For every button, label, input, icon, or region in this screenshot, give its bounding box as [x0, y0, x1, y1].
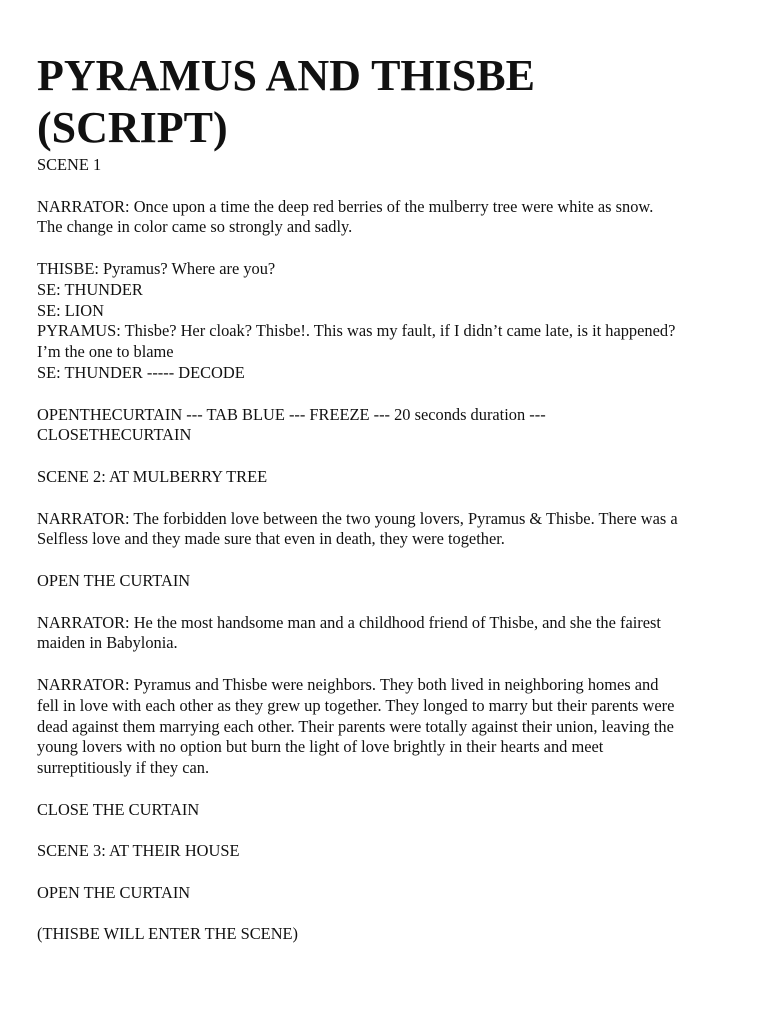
- scene-heading: SCENE 1: [37, 155, 102, 174]
- document-page: [37, 50, 737, 945]
- script-line: maiden in Babylonia.: [37, 633, 178, 653]
- blank-line: [37, 779, 737, 800]
- blank-line: [37, 862, 737, 883]
- script-line: surreptitiously if they can.: [37, 758, 210, 778]
- script-line: NARRATOR: He the most handsome man and a childhood friend of Thisbe, and she the fairest: [37, 612, 661, 632]
- title-line: (SCRIPT): [37, 103, 228, 152]
- blank-line: [37, 592, 737, 613]
- script-line: OPEN THE CURTAIN: [37, 570, 191, 590]
- blank-line: [37, 384, 737, 405]
- blank-line: [37, 446, 737, 467]
- script-line: CLOSETHECURTAIN: [37, 425, 192, 445]
- script-line: SE: THUNDER: [37, 279, 143, 299]
- script-line: Selfless love and they made sure that even in death, they were together.: [37, 529, 505, 549]
- blank-line: [37, 821, 737, 842]
- blank-line: [37, 904, 737, 925]
- script-line: dead against them marrying each other. Their parents were totally against their union, leaving the: [37, 716, 674, 736]
- script-line: NARRATOR: Pyramus and Thisbe were neighbors. They both lived in neighboring homes and: [37, 674, 659, 694]
- blank-line: [37, 654, 737, 675]
- script-line: SE: LION: [37, 300, 104, 320]
- script-line: PYRAMUS: Thisbe? Her cloak? Thisbe!. This was my fault, if I didn’t came late, is it happened?: [37, 321, 676, 341]
- blank-line: [37, 550, 737, 571]
- scene-heading: SCENE 2: AT MULBERRY TREE: [37, 466, 268, 486]
- script-line: THISBE: Pyramus? Where are you?: [37, 258, 276, 278]
- blank-line: [37, 176, 737, 197]
- script-body: [37, 155, 737, 945]
- script-line: SE: THUNDER ----- DECODE: [37, 362, 245, 382]
- script-line: NARRATOR: The forbidden love between the two young lovers, Pyramus & Thisbe. There was a: [37, 508, 678, 528]
- blank-line: [37, 238, 737, 259]
- script-line: CLOSE THE CURTAIN: [37, 799, 200, 819]
- document-title: [37, 50, 737, 154]
- script-line: fell in love with each other as they grew up together. They longed to marry but their parents were: [37, 695, 675, 715]
- script-line: I’m the one to blame: [37, 342, 174, 362]
- script-line: OPENTHECURTAIN --- TAB BLUE --- FREEZE --- 20 seconds duration ---: [37, 404, 546, 424]
- script-line: NARRATOR: Once upon a time the deep red berries of the mulberry tree were white as snow.: [37, 196, 654, 216]
- script-line: OPEN THE CURTAIN: [37, 882, 191, 902]
- script-line: young lovers with no option but burn the light of love brightly in their hearts and meet: [37, 737, 604, 757]
- script-line: The change in color came so strongly and sadly.: [37, 217, 353, 237]
- title-line: PYRAMUS AND THISBE: [37, 51, 535, 100]
- script-line: (THISBE WILL ENTER THE SCENE): [37, 924, 299, 944]
- blank-line: [37, 488, 737, 509]
- scene-heading: SCENE 3: AT THEIR HOUSE: [37, 841, 240, 861]
